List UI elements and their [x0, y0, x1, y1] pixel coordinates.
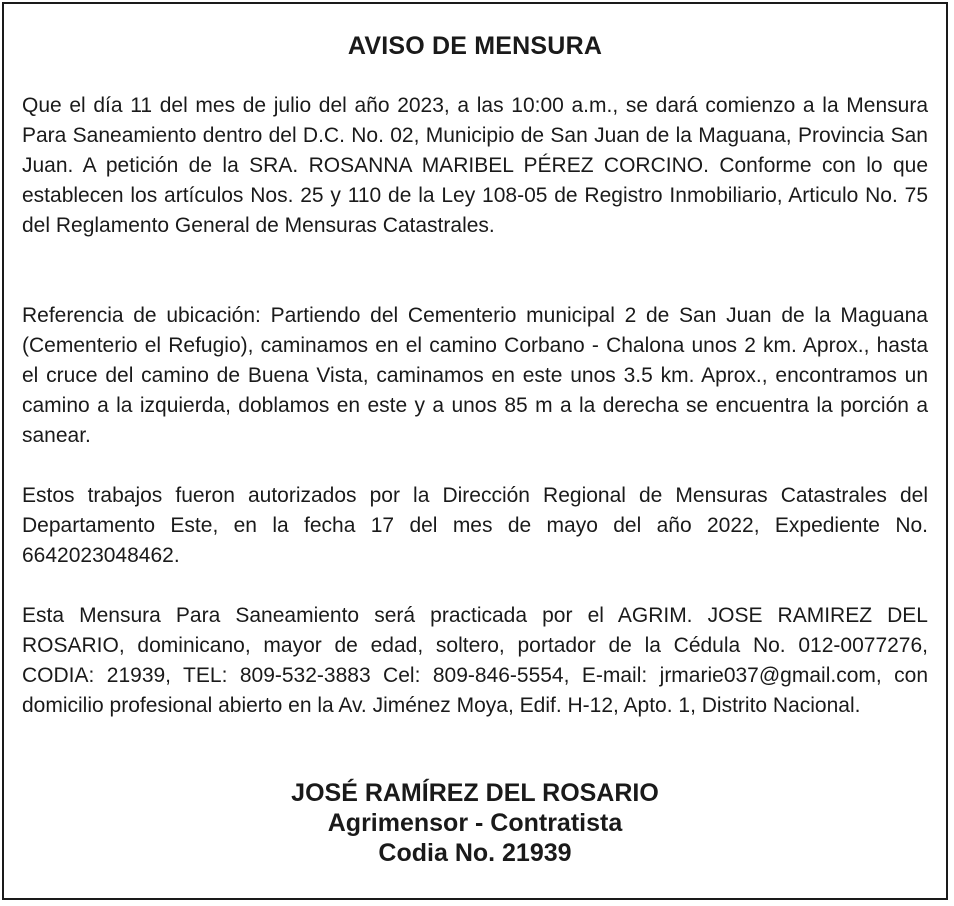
- paragraph-authorization: Estos trabajos fueron autorizados por la Dirección Regional de Mensuras Catastrales del Departamento Este, en la fecha 17 del mes de mayo del año 2022, Expediente No. 6642023048462.: [22, 484, 928, 567]
- signature-block: [4, 778, 946, 868]
- paragraph-location-reference: Referencia de ubicación: Partiendo del Cementerio municipal 2 de San Juan de la Maguana (Cementerio el Refugio), caminamos en el camino Corbano - Chalona unos 2 km. Aprox., hasta el cruce del camino de Buena Vista, caminamos en este unos 3.5 km. Aprox., encontramos un camino a la izquierda, doblamos en este y a unos 85 m a la derecha se encuentra la porción a sanear.: [22, 304, 928, 447]
- signature-role: Agrimensor - Contratista: [327, 809, 623, 837]
- paragraph-survey-date: Que el día 11 del mes de julio del año 2023, a las 10:00 a.m., se dará comienzo a la Mensura Para Saneamiento dentro del D.C. No. 02, Municipio de San Juan de la Maguana, Provincia San Juan. A petición de la SRA. ROSANNA MARIBEL PÉREZ CORCINO. Conforme con lo que establecen los artículos Nos. 25 y 110 de la Ley 108-05 de Registro Inmobiliario, Articulo No. 75 del Reglamento General de Mensuras Catastrales.: [22, 94, 928, 237]
- signature-name: JOSÉ RAMÍREZ DEL ROSARIO: [291, 779, 659, 807]
- paragraph-surveyor-details: Esta Mensura Para Saneamiento será practicada por el AGRIM. JOSE RAMIREZ DEL ROSARIO, dominicano, mayor de edad, soltero, portador de la Cédula No. 012-0077276, CODIA: 21939, TEL: 809-532-3883 Cel: 809-846-5554, E-mail: jrmarie037@gmail.com, con domicilio profesional abierto en la Av. Jiménez Moya, Edif. H-12, Apto. 1, Distrito Nacional.: [22, 604, 928, 717]
- notice-title: AVISO DE MENSURA: [347, 32, 603, 60]
- notice-frame: [2, 2, 948, 900]
- signature-codia: Codia No. 21939: [378, 839, 572, 867]
